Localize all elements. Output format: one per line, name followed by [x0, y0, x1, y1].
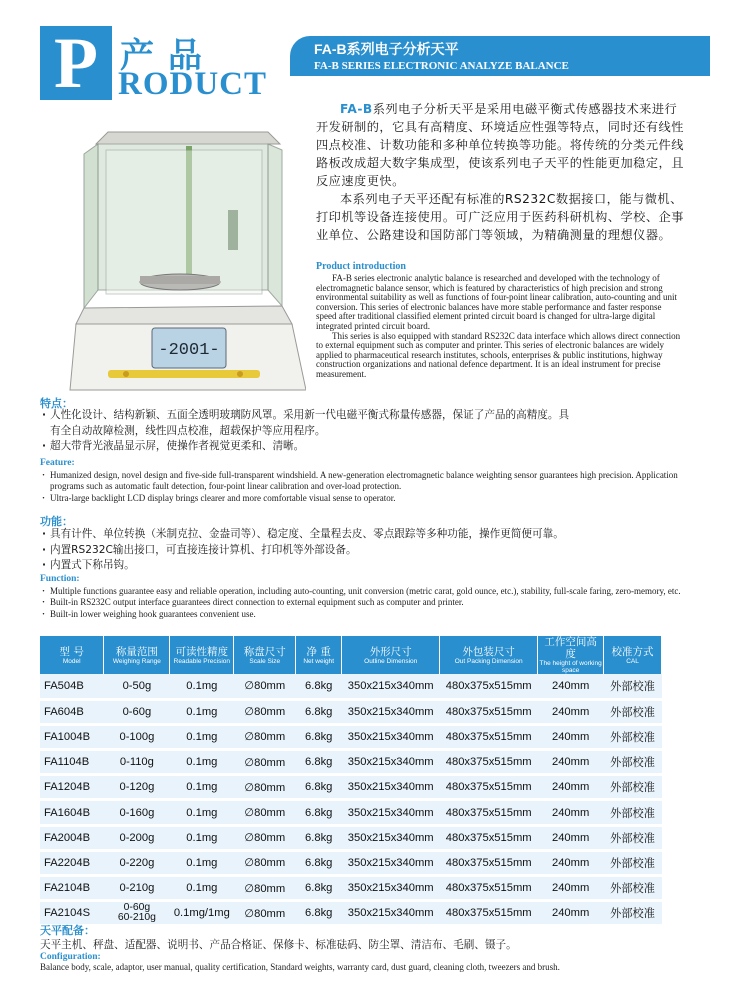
- list-item: · 人性化设计、结构新颖、五面全透明玻璃防风罩。采用新一代电磁平衡式称量传感器，保证了产品的高精度。具: [40, 408, 700, 424]
- cell-model: FA1104B: [44, 756, 90, 769]
- cell-model: FA1004B: [44, 730, 91, 743]
- cell-model: FA2004B: [44, 831, 91, 844]
- list-item: · Built-in RS232C output interface guarantees direct connection to external equipment such as computer and printer.: [40, 597, 705, 608]
- cell-packing: 480x375x515mm: [445, 781, 532, 794]
- cell-scale: ∅80mm: [244, 907, 286, 920]
- configuration-en: Balance body, scale, adaptor, user manual, quality certification, Standard weights, warranty card, dust guard, cleaning cloth, tweezers and brush.: [40, 962, 560, 972]
- logo-letter: P: [40, 26, 112, 100]
- cell-precision: 0.1mg: [186, 730, 218, 743]
- functions-title-en: Function:: [40, 574, 80, 584]
- cell-outline: 350x215x340mm: [347, 856, 434, 869]
- header-work-height: 工作空间高度 The height of working space: [539, 636, 602, 674]
- cell-scale: ∅80mm: [244, 882, 286, 895]
- header-model: 型 号 Model: [40, 636, 104, 674]
- table-row: [40, 825, 662, 850]
- configuration-title: 天平配备：: [40, 924, 95, 937]
- intro-lead: FA-B: [340, 102, 373, 116]
- cell-model: FA2104B: [44, 882, 91, 895]
- cell-packing: 480x375x515mm: [445, 756, 532, 769]
- cell-scale: ∅80mm: [244, 680, 286, 693]
- header-cal: 校准方式 CAL: [604, 636, 662, 674]
- page-subtitle: FA-B SERIES ELECTRONIC ANALYZE BALANCE: [314, 60, 569, 72]
- cell-cal: 外部校准: [610, 680, 655, 693]
- cell-range: 0-100g: [119, 730, 155, 743]
- cell-range: 0-60g: [122, 705, 152, 718]
- cell-packing: 480x375x515mm: [445, 831, 532, 844]
- range-line-1: 0-60g: [123, 901, 151, 913]
- cell-precision: 0.1mg: [186, 679, 218, 692]
- header-net-weight: 净 重 Net weight: [296, 636, 342, 674]
- list-item: · 超大带背光液晶显示屏，使操作者视觉更柔和、清晰。: [40, 439, 700, 455]
- glass-side-panel-right: [268, 144, 282, 306]
- intro-cn-paragraph-2: 本系列电子天平还配有标准的RS232C数据接口，能与微机、打印机等设备连接使用。可广泛应用于医药科研机构、学校、企事业单位、公路建设和国防部门等领域，为精确测量的理想仪器。: [316, 192, 684, 242]
- list-item: 有全自动故障检测，线性四点校准，超载保护等应用程序。: [50, 424, 326, 437]
- cell-precision: 0.1mg: [186, 756, 218, 769]
- cell-model: FA2204B: [44, 856, 91, 869]
- cell-precision: 0.1mg: [186, 705, 218, 718]
- cell-outline: 350x215x340mm: [347, 730, 434, 743]
- cell-cal: 外部校准: [610, 782, 655, 795]
- cell-height: 240mm: [551, 756, 590, 769]
- cell-outline: 350x215x340mm: [347, 806, 434, 819]
- cell-weight: 6.8kg: [305, 907, 333, 920]
- cell-height: 240mm: [551, 679, 590, 692]
- functions-list-en: [40, 586, 705, 620]
- logo-english: RODUCT: [118, 66, 268, 102]
- button-left: [123, 371, 129, 377]
- cell-weight: 6.8kg: [305, 781, 333, 794]
- cell-height: 240mm: [551, 856, 590, 869]
- button-right: [237, 371, 243, 377]
- table-row: [40, 699, 662, 724]
- cell-height: 240mm: [551, 705, 590, 718]
- cell-height: 240mm: [551, 806, 590, 819]
- cell-model: FA504B: [44, 679, 84, 692]
- cell-range: 0-50g: [122, 679, 152, 692]
- table-row: [40, 901, 662, 926]
- cell-outline: 350x215x340mm: [347, 831, 434, 844]
- cell-precision: 0.1mg/1mg: [173, 907, 230, 920]
- cell-range: 0-220g: [119, 856, 155, 869]
- cell-scale: ∅80mm: [244, 807, 286, 820]
- cell-model: FA604B: [44, 705, 84, 718]
- cell-weight: 6.8kg: [305, 679, 333, 692]
- list-item: · 内置RS232C输出接口，可直接连接计算机、打印机等外部设备。: [40, 543, 700, 559]
- cell-weight: 6.8kg: [305, 756, 333, 769]
- configuration-cn: 天平主机、秤盘、适配器、说明书、产品合格证、保修卡、标准砝码、防尘罩、清洁布、毛刷、镊子。: [40, 939, 517, 951]
- cell-outline: 350x215x340mm: [347, 705, 434, 718]
- intro-cn-paragraph-1: 系列电子分析天平是采用电磁平衡式传感器技术来进行开发研制的，它具有高精度、环境适应性强等特点，同时还有线性四点校准、计数功能和多种单位转换等功能。将传统的分类元件线路板改成超大数字集成型，使该系列电子天平的性能更加稳定，且反应速度更快。: [316, 102, 684, 188]
- cell-model: FA1204B: [44, 781, 91, 794]
- range-line-2: 60-210g: [117, 912, 156, 924]
- lcd-reading: -2001-: [158, 341, 220, 360]
- logo-chinese: 产品: [120, 36, 216, 76]
- functions-title: 功能：: [40, 515, 73, 528]
- table-row: [40, 750, 662, 775]
- features-list-cn: [40, 408, 700, 455]
- list-item: · Ultra-large backlight LCD display brings clearer and more comfortable visual sense to operator.: [40, 493, 705, 504]
- table-row: [40, 850, 662, 875]
- cell-height: 240mm: [551, 781, 590, 794]
- intro-en-paragraph-1: FA-B series electronic analytic balance is researched and developed with the technology of electromagnetic balance sensor, which is featured by characteristics of high precision and strong environmental suitability as well as functions of four-point linear calibration, auto-counting and unit conversion. This series of electronic balances have more stable performance and faster response speed after traditional classified element printed circuit board is changed for ultra-large digital integrated printed circuit board.: [316, 273, 677, 331]
- glass-front-panel: [106, 150, 262, 294]
- cell-height: 240mm: [551, 882, 590, 895]
- cell-range: 0-120g: [119, 781, 155, 794]
- cell-cal: 外部校准: [610, 883, 655, 896]
- cell-weight: 6.8kg: [305, 730, 333, 743]
- features-title: 特点：: [40, 397, 73, 410]
- product-photo: [68, 120, 306, 398]
- list-item: · 内置式下称吊钩。: [40, 558, 700, 574]
- cell-outline: 350x215x340mm: [347, 907, 434, 920]
- table-header-row: [40, 636, 662, 674]
- cell-scale: ∅80mm: [244, 756, 286, 769]
- cell-weight: 6.8kg: [305, 806, 333, 819]
- cell-outline: 350x215x340mm: [347, 756, 434, 769]
- cell-model: FA1604B: [44, 806, 91, 819]
- header-packing: 外包装尺寸 Out Packing Dimension: [440, 636, 538, 674]
- cell-cal: 外部校准: [610, 908, 655, 921]
- table-row: [40, 674, 662, 699]
- cell-cal: 外部校准: [610, 832, 655, 845]
- cell-range: 0-200g: [119, 831, 155, 844]
- cell-weight: 6.8kg: [305, 705, 333, 718]
- spec-table: [40, 636, 662, 927]
- configuration-title-en: Configuration:: [40, 952, 101, 962]
- cell-packing: 480x375x515mm: [445, 882, 532, 895]
- cell-cal: 外部校准: [610, 757, 655, 770]
- cell-range: [104, 901, 170, 926]
- cell-packing: 480x375x515mm: [445, 705, 532, 718]
- cell-height: 240mm: [551, 907, 590, 920]
- cell-scale: ∅80mm: [244, 857, 286, 870]
- cell-precision: 0.1mg: [186, 806, 218, 819]
- cell-precision: 0.1mg: [186, 831, 218, 844]
- cell-model: FA2104S: [44, 907, 91, 920]
- cell-outline: 350x215x340mm: [347, 781, 434, 794]
- cell-precision: 0.1mg: [186, 781, 218, 794]
- cell-packing: 480x375x515mm: [445, 730, 532, 743]
- cell-cal: 外部校准: [610, 731, 655, 744]
- glass-side-panel: [84, 144, 98, 308]
- header-weighing-range: 称量范围 Weighing Range: [104, 636, 170, 674]
- table-row: [40, 775, 662, 800]
- cell-precision: 0.1mg: [186, 856, 218, 869]
- cell-cal: 外部校准: [610, 857, 655, 870]
- list-item: · 具有计件、单位转换（米制克拉、金盎司等）、稳定度、全量程去皮、零点跟踪等多种功能，操作更简便可靠。: [40, 527, 700, 543]
- cell-weight: 6.8kg: [305, 856, 333, 869]
- cell-weight: 6.8kg: [305, 831, 333, 844]
- features-list-en: [40, 470, 705, 504]
- intro-en-paragraph-2: This series is also equipped with standard RS232C data interface which allows direct connection to external equipment such as computer and printer. This series of electronic balances are widely applied to pharmaceutical research institutes, schools, enterprises & public institutions, highway construction organizations and national defence department. It is an ideal instrument for precise measurement.: [316, 330, 681, 379]
- features-title-en: Feature:: [40, 458, 75, 468]
- cell-range: 0-160g: [119, 806, 155, 819]
- table-row: [40, 876, 662, 901]
- cell-range: 0-110g: [119, 756, 154, 769]
- list-item: · Multiple functions guarantee easy and reliable operation, including auto-counting, unit conversion (metric carat, gold ounce, etc.), stability, full-scale faring, zero-memory, etc.: [40, 586, 705, 597]
- cell-packing: 480x375x515mm: [445, 679, 532, 692]
- cell-precision: 0.1mg: [186, 882, 218, 895]
- cell-cal: 外部校准: [610, 706, 655, 719]
- cell-height: 240mm: [551, 831, 590, 844]
- cell-outline: 350x215x340mm: [347, 882, 434, 895]
- functions-list-cn: [40, 527, 700, 574]
- cell-scale: ∅80mm: [244, 731, 286, 744]
- header-scale-size: 称盘尺寸 Scale Size: [234, 636, 296, 674]
- cell-packing: 480x375x515mm: [445, 806, 532, 819]
- table-row: [40, 800, 662, 825]
- list-item: · Built-in lower weighing hook guarantees convenient use.: [40, 609, 705, 620]
- cell-outline: 350x215x340mm: [347, 679, 434, 692]
- header-outline: 外形尺寸 Outline Dimension: [342, 636, 440, 674]
- cell-weight: 6.8kg: [305, 882, 333, 895]
- cell-scale: ∅80mm: [244, 832, 286, 845]
- cell-packing: 480x375x515mm: [445, 856, 532, 869]
- intro-heading: Product introduction: [316, 261, 406, 272]
- title-banner: [290, 36, 710, 76]
- cell-scale: ∅80mm: [244, 781, 286, 794]
- list-item: · Humanized design, novel design and five-side full-transparent windshield. A new-generation electromagnetic balance weighting sensor guarantees high precision. Application programs such as automatic fault detection, four-point linear calibration and over-load protection.: [40, 470, 705, 493]
- cell-packing: 480x375x515mm: [445, 907, 532, 920]
- table-row: [40, 724, 662, 749]
- page-title: FA-B系列电子分析天平: [314, 41, 459, 57]
- cell-range: 0-210g: [119, 882, 155, 895]
- intro-english: [316, 274, 682, 380]
- header-precision: 可读性精度 Readable Precision: [170, 636, 234, 674]
- balance-top-cap: [96, 132, 280, 144]
- cell-cal: 外部校准: [610, 807, 655, 820]
- cell-height: 240mm: [551, 730, 590, 743]
- intro-chinese: [316, 100, 688, 244]
- cell-scale: ∅80mm: [244, 706, 286, 719]
